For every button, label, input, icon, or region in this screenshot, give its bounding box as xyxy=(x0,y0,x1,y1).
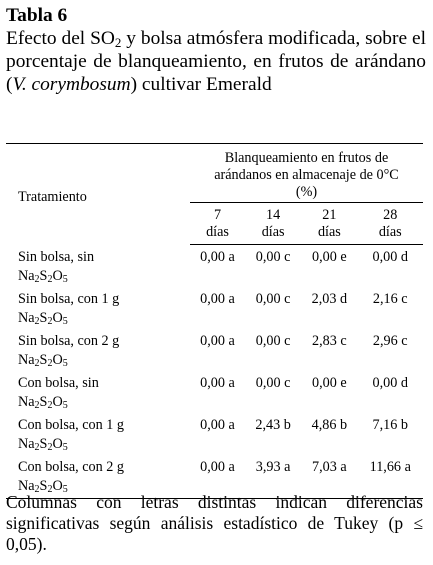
value-cell: 0,00 a xyxy=(200,416,235,433)
treatment-label: Con bolsa, con 1 g xyxy=(18,416,125,433)
formula-subscript: 2 xyxy=(34,483,40,495)
formula-element: Na xyxy=(18,393,35,410)
formula-element: S xyxy=(39,267,48,284)
day-header-number: 14 xyxy=(266,207,281,223)
formula-subscript: 5 xyxy=(62,399,68,411)
formula-element: Na xyxy=(18,477,35,494)
formula-subscript: 2 xyxy=(47,483,53,495)
treatment-cell xyxy=(6,245,190,288)
formula-element: Na xyxy=(18,309,35,326)
value-cell: 0,00 c xyxy=(255,332,291,349)
formula-element: S xyxy=(39,351,48,368)
value-cell: 0,00 a xyxy=(200,249,235,265)
formula-element: Na xyxy=(18,267,35,284)
day-header-number: 28 xyxy=(383,207,398,223)
day-header-number: 21 xyxy=(322,207,337,223)
caption-part-1: Efecto del SO xyxy=(6,28,115,49)
treatment-compound xyxy=(18,351,190,370)
table-row xyxy=(6,330,423,372)
value-cell: 4,86 b xyxy=(311,416,348,433)
table-row xyxy=(6,245,423,288)
treatment-cell xyxy=(6,414,190,456)
value-cell: 0,00 a xyxy=(200,332,235,349)
treatment-header: Tratamiento xyxy=(18,188,87,205)
formula-element: S xyxy=(39,309,48,326)
formula-subscript: 5 xyxy=(62,273,68,285)
formula-subscript: 2 xyxy=(47,315,53,327)
day-header-unit: días xyxy=(378,224,402,240)
treatment-label: Con bolsa, con 2 g xyxy=(18,458,125,475)
formula-subscript: 2 xyxy=(34,399,40,411)
value-cell: 2,03 d xyxy=(311,290,348,307)
treatment-label: Sin bolsa, con 1 g xyxy=(18,290,120,307)
table-footnote: Columnas con letras distintas indican diferencias significativas según análisis estadístico de Tukey (p ≤ 0,05). xyxy=(6,492,423,554)
treatment-cell xyxy=(6,372,190,414)
value-cell: 11,66 a xyxy=(369,458,411,475)
formula-element: Na xyxy=(18,351,35,368)
treatment-compound xyxy=(18,309,190,328)
value-cell: 0,00 e xyxy=(312,374,347,391)
treatment-compound xyxy=(18,393,190,412)
treatment-label: Sin bolsa, sin xyxy=(18,248,95,265)
day-header xyxy=(245,203,301,245)
value-cell: 0,00 d xyxy=(372,249,408,265)
formula-subscript: 5 xyxy=(62,441,68,453)
value-cell: 7,16 b xyxy=(372,416,408,433)
value-cell: 0,00 c xyxy=(255,290,291,307)
formula-subscript: 5 xyxy=(62,357,68,369)
formula-element: S xyxy=(39,477,48,494)
value-cell: 3,93 a xyxy=(255,458,291,475)
value-cell: 2,96 c xyxy=(372,332,408,349)
day-header-unit: días xyxy=(317,224,341,240)
table-row xyxy=(6,414,423,456)
formula-subscript: 2 xyxy=(34,441,40,453)
formula-subscript: 2 xyxy=(47,273,53,285)
treatment-label: Con bolsa, sin xyxy=(18,374,99,391)
day-header-unit: días xyxy=(206,224,229,240)
formula-subscript: 2 xyxy=(34,357,40,369)
treatment-cell xyxy=(6,330,190,372)
day-header-unit: días xyxy=(261,224,285,240)
table-caption-block xyxy=(6,4,426,96)
value-cell: 0,00 a xyxy=(200,374,235,391)
value-cell: 2,43 b xyxy=(255,416,291,433)
group-header-line: (%) xyxy=(295,184,318,200)
day-header xyxy=(301,203,357,245)
formula-subscript: 2 xyxy=(34,273,40,285)
treatment-compound xyxy=(18,435,190,454)
caption-part-3: ) cultivar Emerald xyxy=(130,74,272,95)
formula-subscript: 2 xyxy=(47,441,53,453)
table-label: Tabla 6 xyxy=(6,5,68,26)
formula-element: O xyxy=(52,267,63,284)
group-header-line: arándanos en almacenaje de 0°C xyxy=(214,167,399,183)
formula-subscript: 2 xyxy=(47,357,53,369)
group-header xyxy=(190,144,423,203)
day-header xyxy=(358,203,424,245)
formula-element: O xyxy=(52,477,63,494)
formula-subscript: 2 xyxy=(34,315,40,327)
formula-element: O xyxy=(52,435,63,452)
day-header xyxy=(190,203,245,245)
value-cell: 0,00 c xyxy=(255,374,291,391)
caption-species: V. corymbosum xyxy=(12,74,131,95)
table-row xyxy=(6,372,423,414)
formula-subscript: 2 xyxy=(47,399,53,411)
formula-subscript: 5 xyxy=(62,483,68,495)
value-cell: 0,00 d xyxy=(372,374,408,391)
value-cell: 2,83 c xyxy=(312,332,347,349)
value-cell: 0,00 a xyxy=(200,290,235,307)
formula-element: S xyxy=(39,435,48,452)
treatment-label: Sin bolsa, con 2 g xyxy=(18,332,120,349)
value-cell: 0,00 a xyxy=(200,458,235,475)
group-header-line: Blanqueamiento en frutos de xyxy=(224,150,389,166)
treatment-cell xyxy=(6,288,190,330)
formula-element: Na xyxy=(18,435,35,452)
value-cell: 2,16 c xyxy=(372,290,408,307)
value-cell: 0,00 e xyxy=(312,249,347,265)
value-cell: 7,03 a xyxy=(312,458,347,475)
day-header-number: 7 xyxy=(213,207,222,223)
caption-part-2: y bolsa atmósfera modificada, sobre el porcentaje de blanqueamiento, en frutos de arándano ( xyxy=(6,28,426,95)
table-caption xyxy=(6,27,426,96)
formula-subscript: 5 xyxy=(62,315,68,327)
formula-element: S xyxy=(39,393,48,410)
formula-element: O xyxy=(52,309,63,326)
formula-element: O xyxy=(52,393,63,410)
table-row xyxy=(6,288,423,330)
formula-element: O xyxy=(52,351,63,368)
value-cell: 0,00 c xyxy=(255,249,291,265)
caption-so2-subscript: 2 xyxy=(114,35,122,50)
treatment-compound xyxy=(18,267,190,286)
results-table xyxy=(6,143,423,499)
